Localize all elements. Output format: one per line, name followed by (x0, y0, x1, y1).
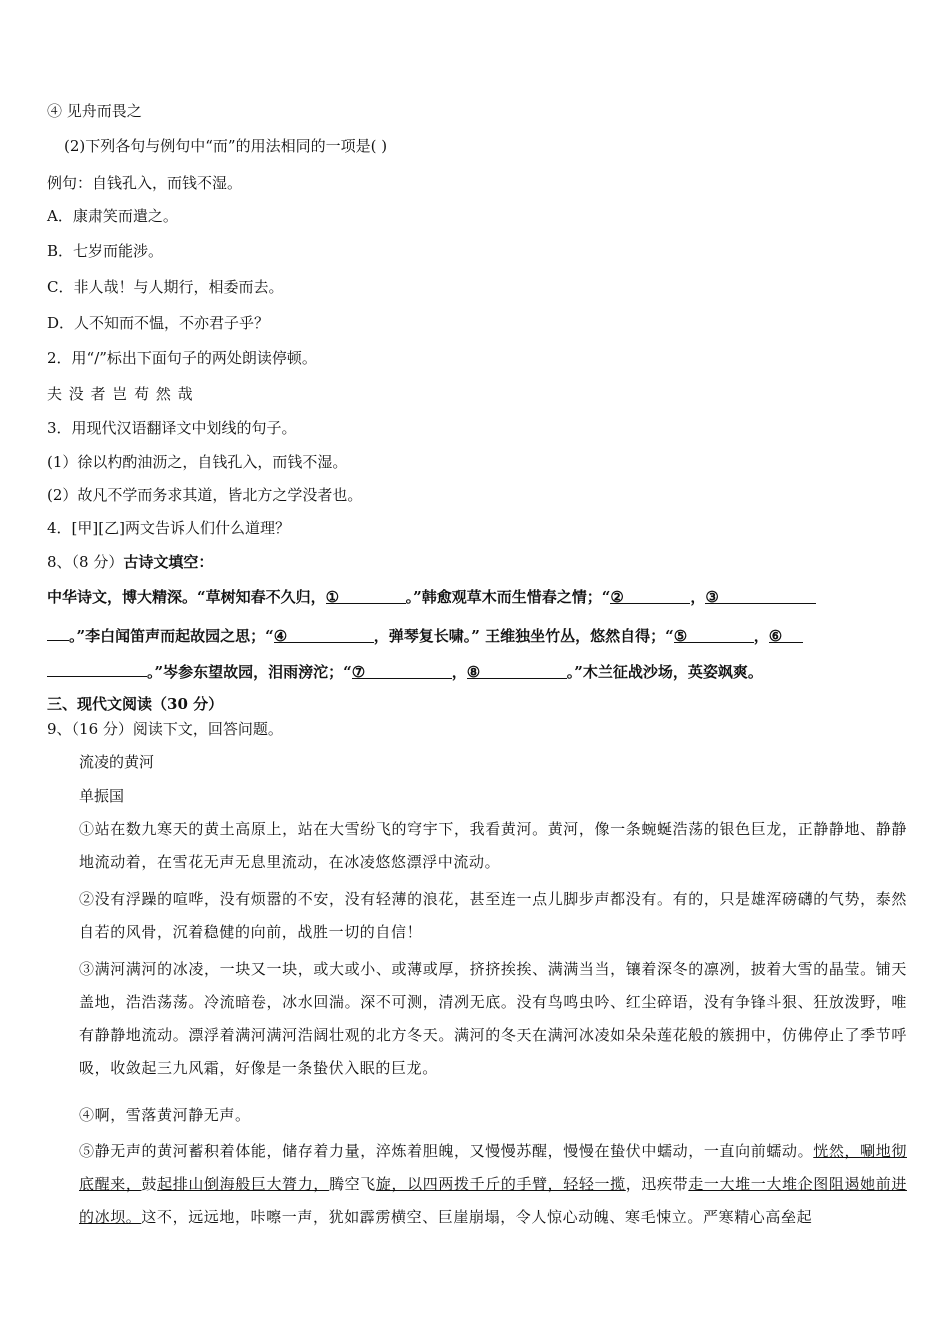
question-3: 3．用现代汉语翻译文中划线的句子。 (47, 419, 297, 437)
blank-marker: ③ (705, 588, 719, 606)
paragraph-5-text: 腾空飞 (328, 1175, 376, 1193)
underlined-sentence: 走一大堆一大堆企图阻遏她前进的冰坝。 (79, 1175, 907, 1226)
blank-marker: ⑥ (768, 627, 783, 645)
blank-2[interactable] (610, 587, 690, 604)
question-8-number: 8、（8 分） (47, 553, 124, 571)
option-c: C．非人哉！与人期行，相委而去。 (47, 278, 284, 296)
blank-marker: ⑦ (351, 663, 366, 681)
question-8-heading (47, 552, 213, 572)
question-9: 9、（16 分）阅读下文，回答问题。 (47, 720, 283, 738)
poem-text: ， (690, 588, 706, 606)
paragraph-5-text: 这不，远远地，咔嚓一声，犹如霹雳横空、巨崖崩塌，令人惊心动魄、寒毛悚立。严寒精心高垒起 (141, 1208, 813, 1226)
paragraph-4 (47, 1099, 907, 1132)
option-a: A．康肃笑而遣之。 (47, 207, 178, 225)
question-sub-2: (2)下列各句与例句中“而”的用法相同的一项是( ) (64, 137, 388, 155)
question-4: 4．[甲][乙]两文告诉人们什么道理？ (47, 519, 290, 537)
example-sentence: 例句：自钱孔入，而钱不湿。 (47, 174, 243, 192)
paragraph-5-text: 鼓 (141, 1175, 158, 1193)
poem-text: 。”岑参东望故园，泪雨滂沱；“ (147, 663, 352, 681)
article-title: 流凌的黄河 (79, 753, 155, 771)
blank-marker: ① (325, 588, 340, 606)
blank-7[interactable] (352, 662, 452, 679)
poem-line-3 (47, 660, 763, 682)
paragraph-1 (47, 813, 907, 879)
blank-5[interactable] (674, 626, 754, 643)
poem-text: 。”木兰征战沙场，英姿飒爽。 (566, 663, 763, 681)
paragraph-3-text: ③满河满河的冰凌，一块又一块，或大或小、或薄或厚，挤挤挨挨、满满当当，镶着深冬的凛冽，披着大雪的晶莹。铺天盖地，浩浩荡荡。冷流暗卷，冰水回湍。深不可测，清冽无底。没有鸟鸣虫吟、红尘碎语，没有争锋斗狠、狂放泼野，唯有静静地流动。漂浮着满河满河浩阔壮观的北方冬天。满河的冬天在满河冰凌如朵朵莲花般的簇拥中，仿佛停止了季节呼吸，收敛起三九风霜，好像是一条蛰伏入眠的巨龙。 (79, 960, 907, 1077)
question-item-4: ④ 见舟而畏之 (47, 102, 142, 120)
paragraph-5 (47, 1135, 907, 1234)
question-3-1: (1）徐以杓酌油沥之，自钱孔入，而钱不湿。 (47, 453, 348, 471)
underlined-sentence: 旋，以四两拨千斤的手臂，轻轻一揽 (375, 1175, 626, 1193)
poem-text: ， (451, 663, 467, 681)
underlined-sentence: 恍然，唰地彻底醒来， (79, 1142, 907, 1193)
blank-6[interactable] (769, 626, 803, 643)
question-2: 2．用“/”标出下面句子的两处朗读停顿。 (47, 349, 317, 367)
paragraph-5-text: ⑤静无声的黄河蓄积着体能，储存着力量，淬炼着胆魄，又慢慢苏醒，慢慢在蛰伏中蠕动，一直向前蠕动。 (79, 1142, 814, 1160)
blank-marker: ④ (273, 627, 288, 645)
blank-marker: ⑤ (673, 627, 688, 645)
paragraph-2 (47, 883, 907, 949)
question-3-2: (2）故凡不学而务求其道，皆北方之学没者也。 (47, 486, 363, 504)
blank-3-continued[interactable] (47, 624, 69, 641)
option-b: B．七岁而能涉。 (47, 242, 164, 260)
option-d: D．人不知而不愠，不亦君子乎？ (47, 314, 270, 332)
question-8-title: 古诗文填空： (123, 553, 214, 571)
paragraph-5-text: ，迅疾带 (625, 1175, 689, 1193)
poem-line-2 (47, 624, 803, 646)
blank-3[interactable] (705, 587, 816, 604)
blank-marker: ② (610, 588, 624, 606)
paragraph-4-text: ④啊，雪落黄河静无声。 (79, 1106, 251, 1124)
section-3-heading: 三、现代文阅读（30 分） (47, 695, 224, 713)
poem-text: 中华诗文，博大精深。“草树知春不久归， (47, 588, 326, 606)
paragraph-2-text: ②没有浮躁的喧哗，没有烦嚣的不安，没有轻薄的浪花，甚至连一点儿脚步声都没有。有的，只是雄浑磅礴的气势，泰然自若的风骨，沉着稳健的向前，战胜一切的自信！ (79, 890, 907, 941)
paragraph-3 (47, 953, 907, 1085)
poem-text: ， (753, 627, 769, 645)
question-2-sentence: 夫 没 者 岂 苟 然 哉 (47, 385, 194, 403)
article-author: 单振国 (79, 787, 125, 805)
blank-8[interactable] (467, 662, 567, 679)
blank-6-continued[interactable] (47, 660, 147, 677)
underlined-sentence: 起排山倒海般巨大膂力， (157, 1175, 329, 1193)
poem-text: 。”李白闻笛声而起故园之思；“ (69, 627, 274, 645)
blank-1[interactable] (326, 587, 406, 604)
blank-marker: ⑧ (466, 663, 481, 681)
poem-text: 。”韩愈观草木而生惜春之情；“ (405, 588, 611, 606)
paragraph-1-text: ①站在数九寒天的黄土高原上，站在大雪纷飞的穹宇下，我看黄河。黄河，像一条蜿蜒浩荡的银色巨龙，正静静地、静静地流动着，在雪花无声无息里流动，在冰凌悠悠漂浮中流动。 (79, 820, 907, 871)
poem-line-1 (47, 587, 816, 607)
poem-text: ，弹琴复长啸。” 王维独坐竹丛，悠然自得；“ (373, 627, 674, 645)
blank-4[interactable] (274, 626, 374, 643)
